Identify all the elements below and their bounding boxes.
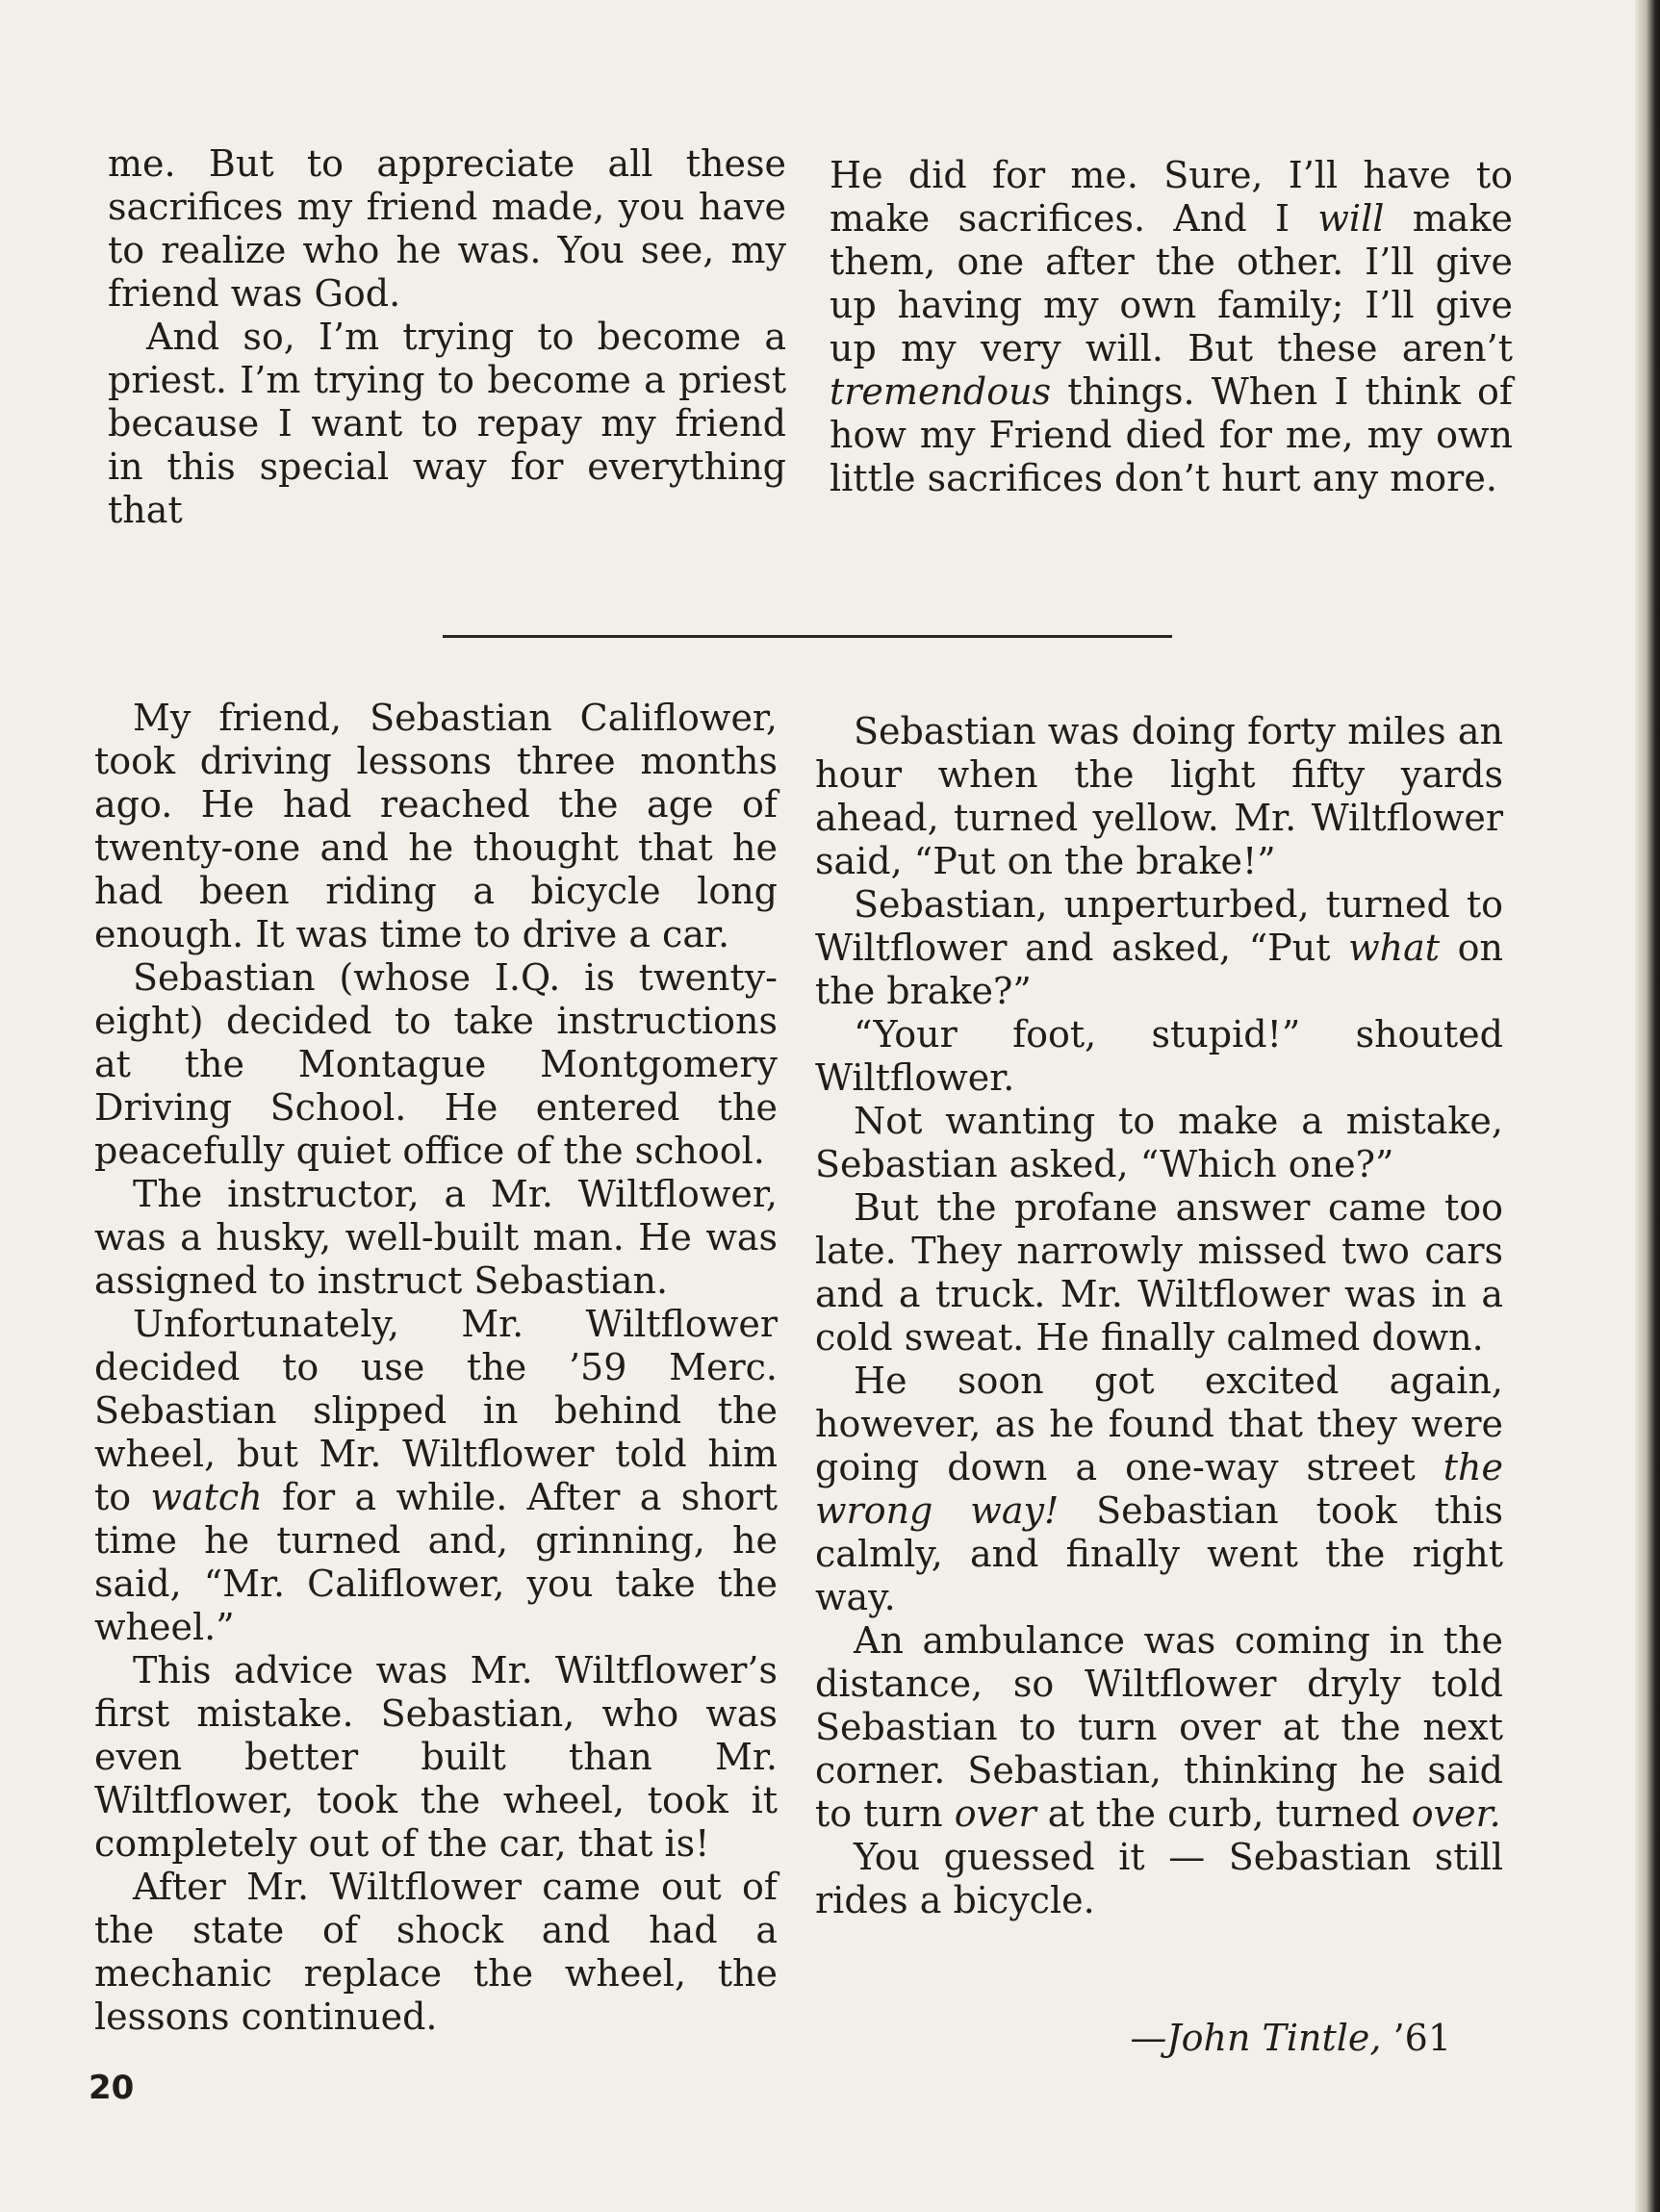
top-article-paragraph: And so, I’m trying to become a priest. I’m trying to become a priest because I want to repay my friend in this special way for everything that [108,316,786,531]
story-paragraph: He soon got excited again, however, as he found that they were going down a one-way street the wrong way! Sebastian took this calmly, and finally went the right way. [815,1360,1503,1618]
top-article-right-column [830,154,1513,500]
author-name: —John Tintle, [1130,2017,1382,2059]
top-article-left-column [108,142,786,532]
section-divider-rule [443,635,1172,638]
author-signature [1130,2017,1451,2060]
author-year: ’61 [1381,2017,1451,2059]
story-paragraph: Not wanting to make a mistake, Sebastian asked, “Which one?” [815,1100,1503,1185]
page-number: 20 [89,2069,135,2107]
page-edge-shadow [1635,0,1660,2212]
top-article-paragraph: me. But to appreciate all these sacrifices my friend made, you have to realize who he was. You see, my friend was God. [108,142,786,315]
story-right-column [815,710,1503,1922]
story-paragraph: My friend, Sebastian Califlower, took driving lessons three months ago. He had reached the age of twenty-one and he thought that he had been riding a bicycle long enough. It was time to drive a car. [94,697,778,955]
story-paragraph: Sebastian was doing forty miles an hour when the light fifty yards ahead, turned yellow. Mr. Wiltflower said, “Put on the brake!” [815,710,1503,882]
story-left-column [94,697,778,2039]
story-paragraph: Sebastian, unperturbed, turned to Wiltflower and asked, “Put what on the brake?” [815,883,1503,1012]
story-paragraph: You guessed it — Sebastian still rides a bicycle. [815,1836,1503,1921]
story-paragraph: After Mr. Wiltflower came out of the state of shock and had a mechanic replace the wheel, the lessons continued. [94,1866,778,2038]
story-paragraph: But the profane answer came too late. They narrowly missed two cars and a truck. Mr. Wiltflower was in a cold sweat. He finally calmed down. [815,1186,1503,1359]
story-paragraph: An ambulance was coming in the distance, so Wiltflower dryly told Sebastian to turn over at the next corner. Sebastian, thinking he said to turn over at the curb, turned over. [815,1619,1503,1835]
top-article-paragraph: He did for me. Sure, I’ll have to make sacrifices. And I will make them, one after the other. I’ll give up having my own family; I’ll give up my very will. But these aren’t tremendous things. When I think of how my Friend died for me, my own little sacrifices don’t hurt any more. [830,154,1513,499]
story-paragraph: Sebastian (whose I.Q. is twenty-eight) decided to take instructions at the Montague Montgomery Driving School. He entered the peacefully quiet office of the school. [94,956,778,1172]
story-paragraph: The instructor, a Mr. Wiltflower, was a husky, well-built man. He was assigned to instruct Sebastian. [94,1173,778,1302]
story-paragraph: Unfortunately, Mr. Wiltflower decided to use the ’59 Merc. Sebastian slipped in behind the wheel, but Mr. Wiltflower told him to watch for a while. After a short time he turned and, grinning, he said, “Mr. Califlower, you take the wheel.” [94,1303,778,1648]
story-paragraph: This advice was Mr. Wiltflower’s first mistake. Sebastian, who was even better built than Mr. Wiltflower, took the wheel, took it completely out of the car, that is! [94,1649,778,1865]
story-paragraph: “Your foot, stupid!” shouted Wiltflower. [815,1013,1503,1099]
